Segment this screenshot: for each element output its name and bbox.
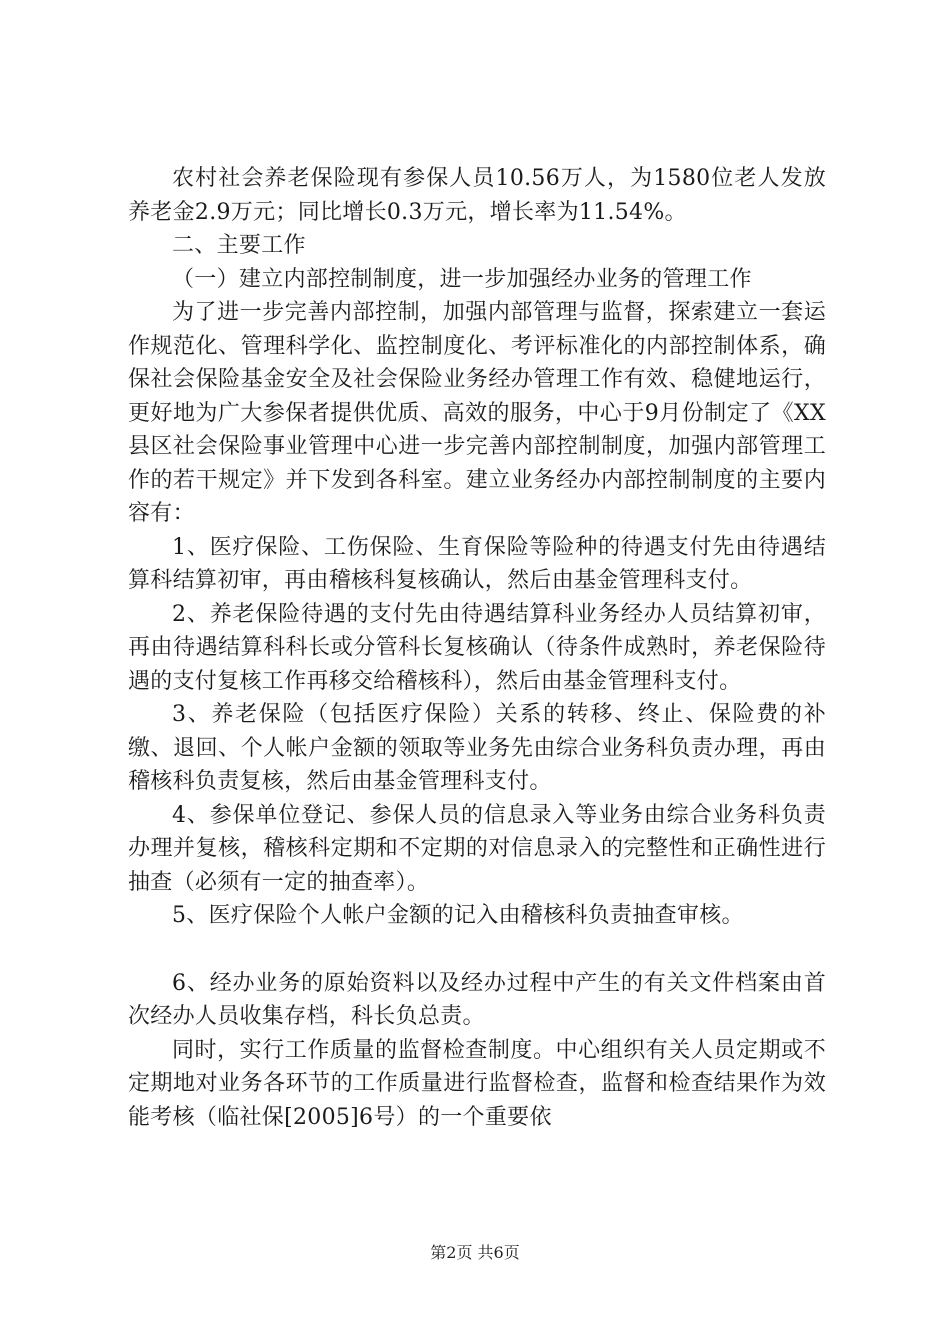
list-item-3: 3、养老保险（包括医疗保险）关系的转移、终止、保险费的补缴、退回、个人帐户金额的领取等业务先由综合业务科负责办理，再由稽核科负责复核，然后由基金管理科支付。 (128, 702, 826, 794)
list-item-1: 1、医疗保险、工伤保险、生育保险等险种的待遇支付先由待遇结算科结算初审，再由稽核科复核确认，然后由基金管理科支付。 (128, 534, 826, 593)
paragraph-internal-control-intro: 为了进一步完善内部控制，加强内部管理与监督，探索建立一套运作规范化、管理科学化、监控制度化、考评标准化的内部控制体系，确保社会保险基金安全及社会保险业务经办管理工作有效、稳健地运行，更好地为广大参保者提供优质、高效的服务，中心于9月份制定了《XX县区社会保险事业管理中心进一步完善内部控制制度，加强内部管理工作的若干规定》并下发到各科室。建立业务经办内部控制制度的主要内容有： (128, 300, 826, 526)
document-body (128, 162, 826, 1134)
paragraph-quality-supervision: 同时，实行工作质量的监督检查制度。中心组织有关人员定期或不定期地对业务各环节的工作质量进行监督检查，监督和检查结果作为效能考核（临社保[2005]6号）的一个重要依 (128, 1037, 826, 1130)
list-item-4: 4、参保单位登记、参保人员的信息录入等业务由综合业务科负责办理并复核，稽核科定期和不定期的对信息录入的完整性和正确性进行抽查（必须有一定的抽查率）。 (128, 802, 826, 895)
list-item-6: 6、经办业务的原始资料以及经办过程中产生的有关文件档案由首次经办人员收集存档，科长负总责。 (128, 970, 826, 1029)
list-item-2: 2、养老保险待遇的支付先由待遇结算科业务经办人员结算初审，再由待遇结算科科长或分管科长复核确认（待条件成熟时，养老保险待遇的支付复核工作再移交给稽核科），然后由基金管理科支付。 (128, 601, 826, 694)
list-item-5: 5、医疗保险个人帐户金额的记入由稽核科负责抽查审核。 (172, 903, 744, 928)
page-footer: 第2页 共6页 (430, 1243, 520, 1262)
paragraph-rural-pension: 农村社会养老保险现有参保人员10.56万人，为1580位老人发放养老金2.9万元；同比增长0.3万元，增长率为11.54%。 (128, 166, 826, 225)
section-heading-main-work: 二、主要工作 (172, 233, 306, 258)
paragraph-gap (128, 933, 826, 967)
subsection-heading-internal-control: （一）建立内部控制制度，进一步加强经办业务的管理工作 (172, 266, 752, 292)
